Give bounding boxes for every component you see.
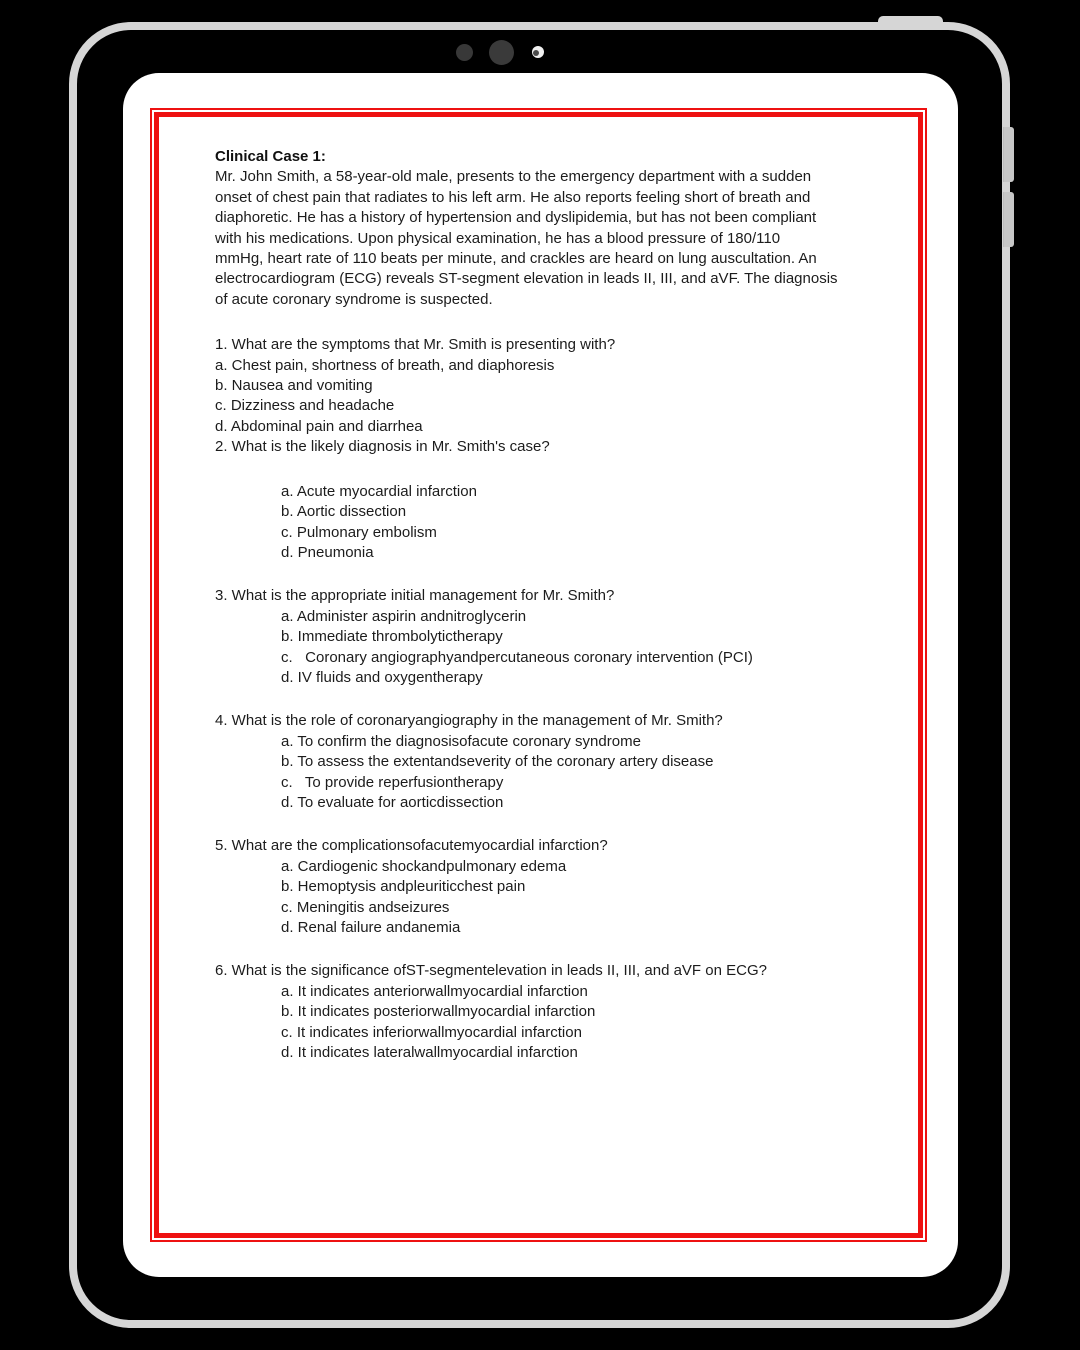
document-content xyxy=(159,117,918,1063)
question-block xyxy=(215,586,888,688)
question-block xyxy=(215,961,888,1063)
case-line: mmHg, heart rate of 110 beats per minute, and crackles are heard on lung auscultation. An xyxy=(215,250,817,268)
question-text: 1. What are the symptoms that Mr. Smith is presenting with? xyxy=(215,336,616,354)
document-border xyxy=(150,108,927,1242)
question-block xyxy=(215,836,888,938)
question-block xyxy=(215,711,888,813)
option-item: b. To assess the extentandseverity of the coronary artery disease xyxy=(281,753,714,771)
options-list xyxy=(215,857,888,939)
question-text: 2. What is the likely diagnosis in Mr. Smith's case? xyxy=(215,438,550,456)
case-line: Mr. John Smith, a 58-year-old male, presents to the emergency department with a sudden xyxy=(215,168,812,186)
option-item: a. It indicates anteriorwallmyocardial infarction xyxy=(281,982,588,1000)
option-item: c. Meningitis andseizures xyxy=(281,898,450,916)
question-block xyxy=(215,437,888,563)
questions xyxy=(215,335,888,1063)
option-item: b. Aortic dissection xyxy=(281,503,407,521)
option-item: d. IV fluids and oxygentherapy xyxy=(281,668,483,686)
option-item: b. Immediate thrombolytictherapy xyxy=(281,628,503,646)
option-item: c. To provide reperfusiontherapy xyxy=(281,773,504,791)
option-item: a. Administer aspirin andnitroglycerin xyxy=(281,607,527,625)
case-line: of acute coronary syndrome is suspected. xyxy=(215,290,493,308)
option-item: c. Dizziness and headache xyxy=(215,397,395,415)
option-item: d. Pneumonia xyxy=(281,543,374,561)
case-heading: Clinical Case 1: xyxy=(215,148,326,165)
option-item: a. Chest pain, shortness of breath, and diaphoresis xyxy=(215,356,555,374)
options-list xyxy=(215,482,888,564)
case-paragraph xyxy=(215,167,888,310)
option-item: d. Abdominal pain and diarrhea xyxy=(215,417,423,435)
question-text: 3. What is the appropriate initial management for Mr. Smith? xyxy=(215,587,615,605)
option-item: b. Nausea and vomiting xyxy=(215,377,373,395)
camera-lens-icon xyxy=(489,40,514,65)
question-text: 6. What is the significance ofST-segmentelevation in leads II, III, and aVF on ECG? xyxy=(215,962,767,980)
option-item: a. Acute myocardial infarction xyxy=(281,482,477,500)
case-line: onset of chest pain that radiates to his left arm. He also reports feeling short of breath and xyxy=(215,188,811,206)
camera-glint-icon xyxy=(532,46,544,58)
case-line: diaphoretic. He has a history of hypertension and dyslipidemia, but has not been compliant xyxy=(215,209,817,227)
question-text: 5. What are the complicationsofacutemyocardial infarction? xyxy=(215,837,608,855)
option-item: d. To evaluate for aorticdissection xyxy=(281,793,504,811)
option-item: b. It indicates posteriorwallmyocardial infarction xyxy=(281,1003,596,1021)
option-item: c. Coronary angiographyandpercutaneous coronary intervention (PCI) xyxy=(281,648,753,666)
document-border-inner xyxy=(154,112,923,1238)
sensor-dot-icon xyxy=(456,44,473,61)
option-item: b. Hemoptysis andpleuriticchest pain xyxy=(281,878,526,896)
tablet-screen xyxy=(123,73,958,1277)
option-item: a. To confirm the diagnosisofacute coronary syndrome xyxy=(281,732,641,750)
case-line: with his medications. Upon physical examination, he has a blood pressure of 180/110 xyxy=(215,229,781,247)
option-item: d. Renal failure andanemia xyxy=(281,919,461,936)
option-item: a. Cardiogenic shockandpulmonary edema xyxy=(281,857,567,875)
volume-up-button xyxy=(1003,127,1014,182)
options-list xyxy=(215,356,888,438)
question-block xyxy=(215,335,888,437)
case-line: electrocardiogram (ECG) reveals ST-segment elevation in leads II, III, and aVF. The diagnosis xyxy=(215,270,838,288)
options-list xyxy=(215,982,888,1064)
question-text: 4. What is the role of coronaryangiography in the management of Mr. Smith? xyxy=(215,712,723,730)
option-item: d. It indicates lateralwallmyocardial infarction xyxy=(281,1044,578,1062)
options-list xyxy=(215,607,888,689)
volume-down-button xyxy=(1003,192,1014,247)
option-item: c. It indicates inferiorwallmyocardial infarction xyxy=(281,1023,582,1041)
option-item: c. Pulmonary embolism xyxy=(281,523,437,541)
options-list xyxy=(215,732,888,814)
